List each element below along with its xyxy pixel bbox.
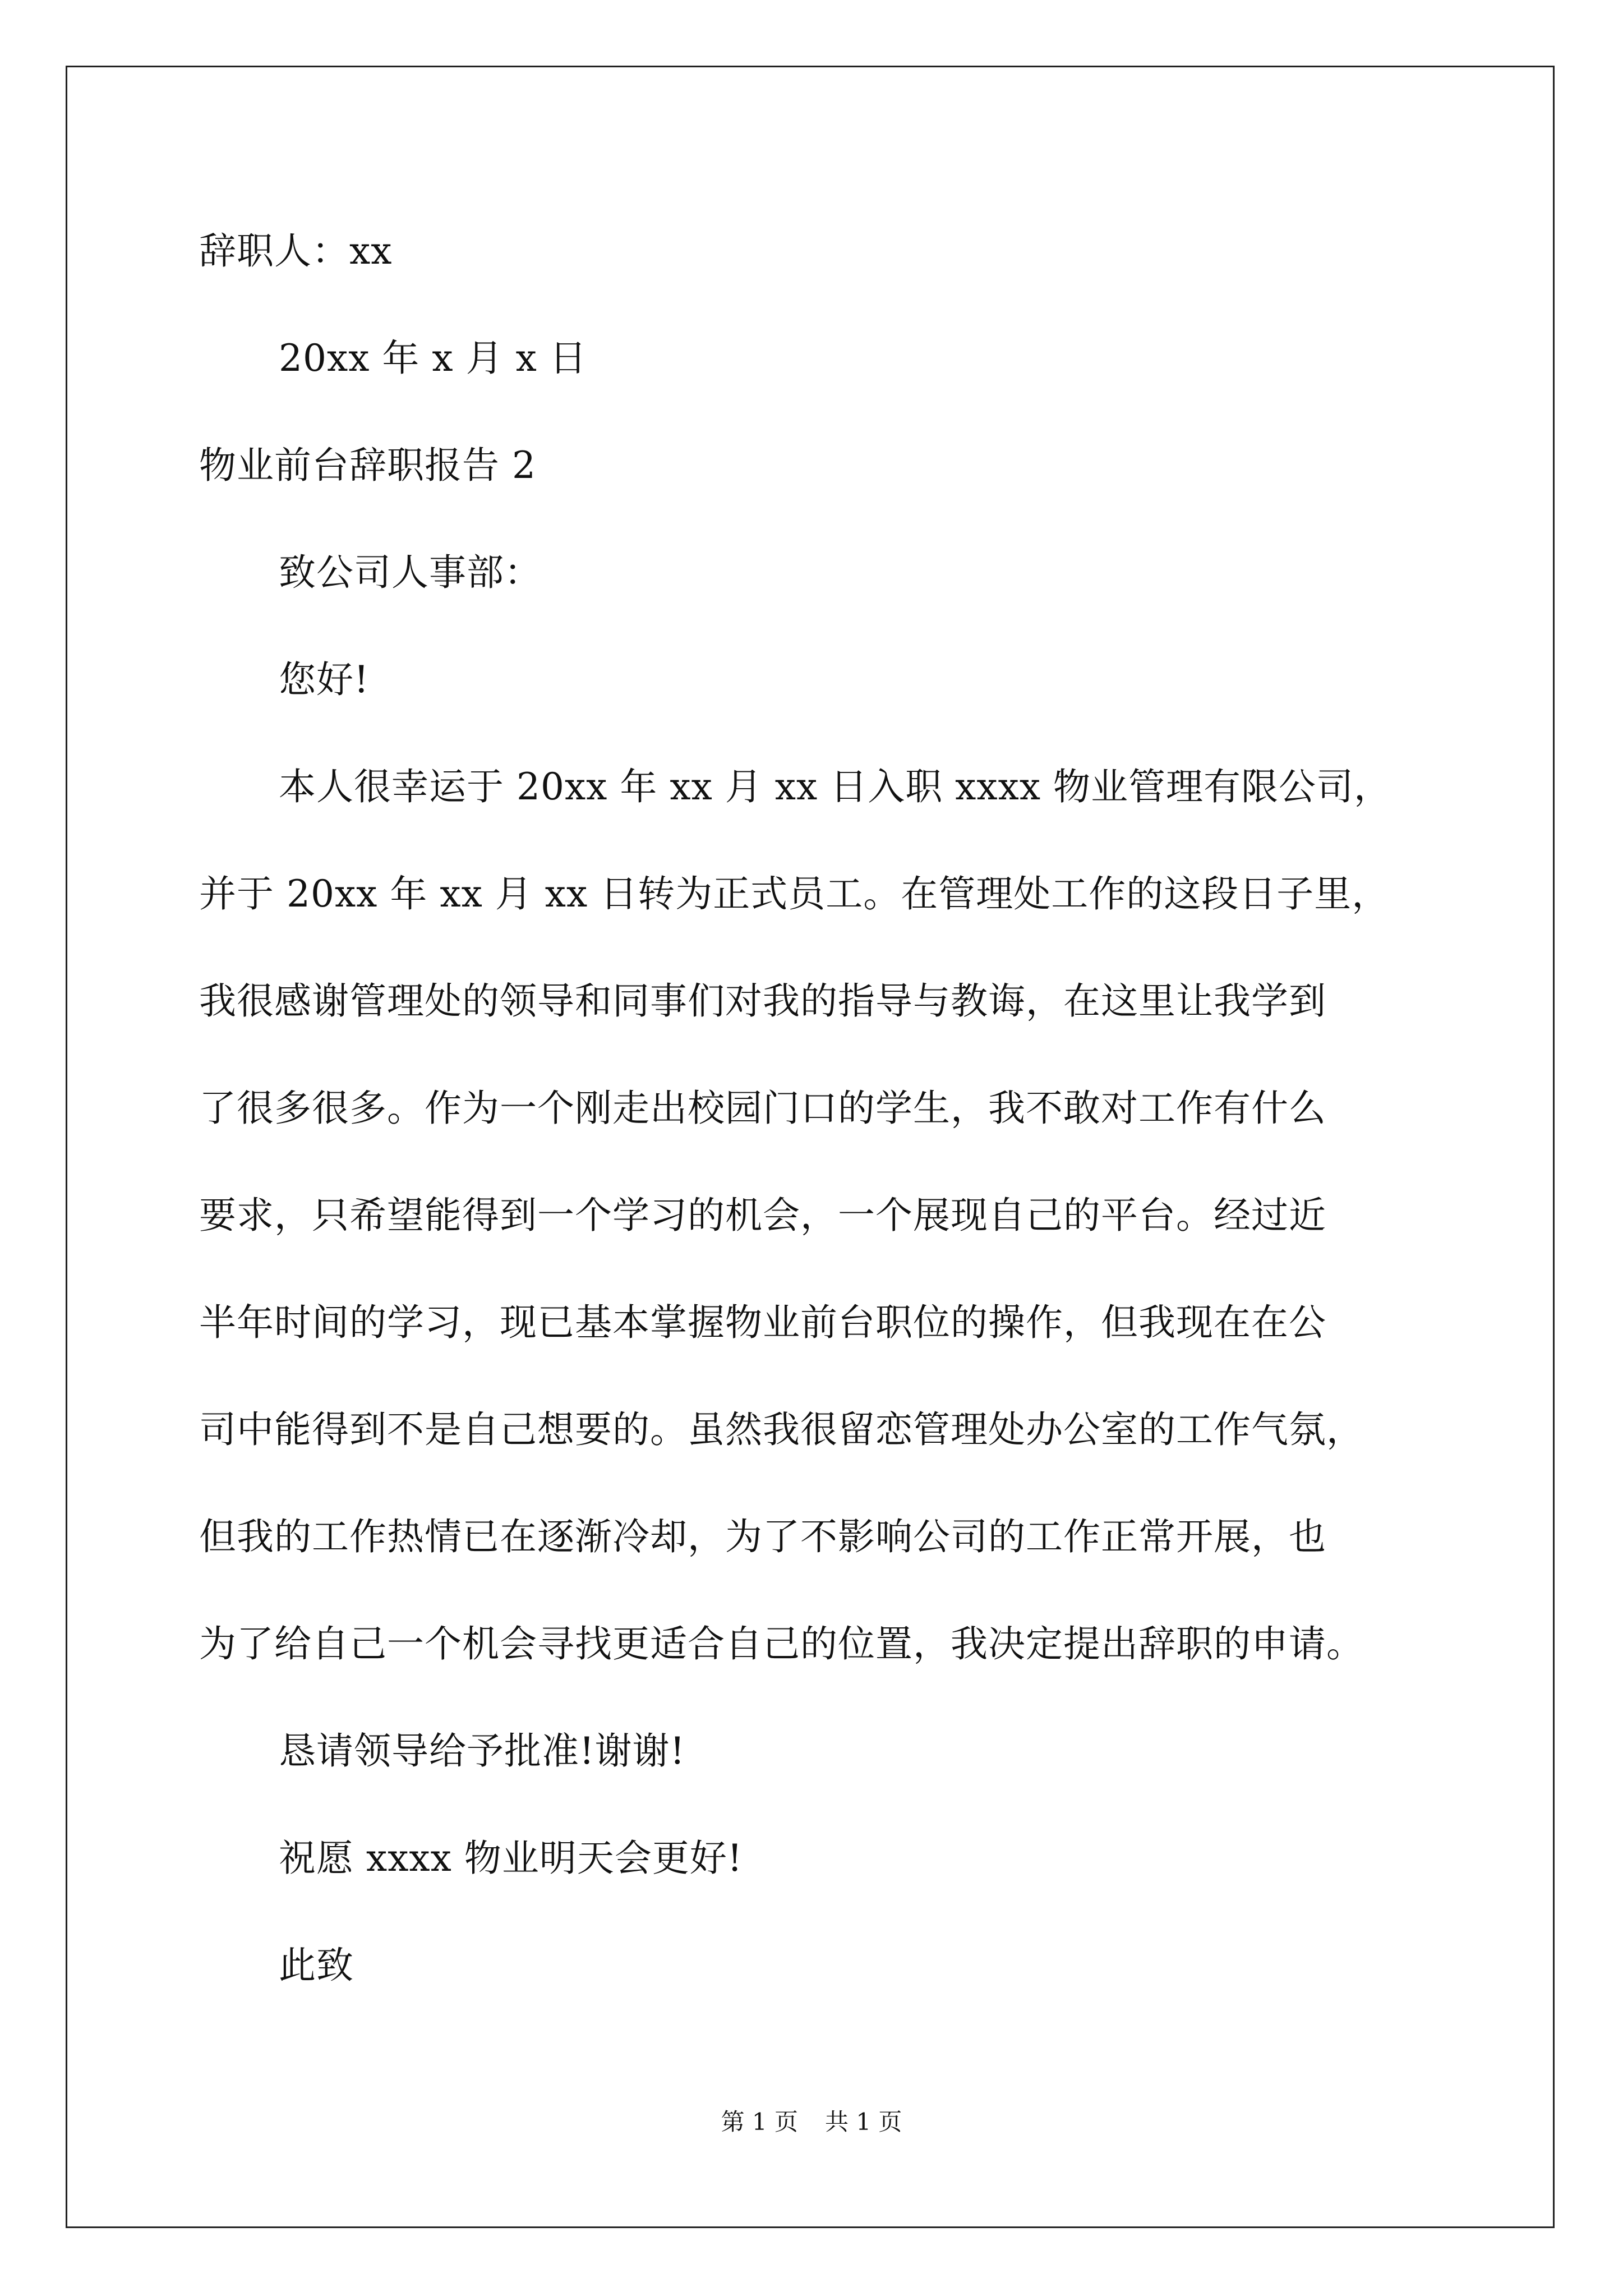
body-line: 司中能得到不是自己想要的。虽然我很留恋管理处办公室的工作气氛， [199, 1408, 1364, 1451]
body-line: 并于 20xx 年 xx 月 xx 日转为正式员工。在管理处工作的这段日子里， [199, 872, 1390, 915]
salutation: 致公司人事部： [279, 551, 542, 594]
greeting: 您好! [279, 658, 370, 701]
request-line: 恳请领导给予批准!谢谢! [279, 1729, 686, 1773]
date-line: 20xx 年 x 月 x 日 [279, 337, 587, 380]
closing-line: 此致 [279, 1944, 354, 1987]
body-line: 本人很幸运于 20xx 年 xx 月 xx 日入职 xxxx 物业管理有限公司， [279, 765, 1392, 808]
body-line: 要求，只希望能得到一个学习的机会，一个展现自己的平台。经过近 [199, 1194, 1326, 1237]
body-line: 半年时间的学习，现已基本掌握物业前台职位的操作，但我现在在公 [199, 1301, 1326, 1344]
section-title: 物业前台辞职报告 2 [199, 444, 536, 487]
page-number: 第 1 页 [721, 2108, 798, 2136]
page-total: 共 1 页 [825, 2108, 902, 2136]
page-frame [66, 66, 1555, 2228]
body-line: 但我的工作热情已在逐渐冷却，为了不影响公司的工作正常开展，也 [199, 1515, 1326, 1558]
body-line: 了很多很多。作为一个刚走出校园门口的学生，我不敢对工作有什么 [199, 1087, 1326, 1130]
wish-line: 祝愿 xxxx 物业明天会更好! [279, 1837, 743, 1880]
resigner-line: 辞职人：xx [199, 229, 393, 273]
page-footer [0, 2110, 1623, 2134]
body-line: 为了给自己一个机会寻找更适合自己的位置，我决定提出辞职的申请。 [199, 1622, 1364, 1665]
body-line: 我很感谢管理处的领导和同事们对我的指导与教诲，在这里让我学到 [199, 979, 1326, 1023]
